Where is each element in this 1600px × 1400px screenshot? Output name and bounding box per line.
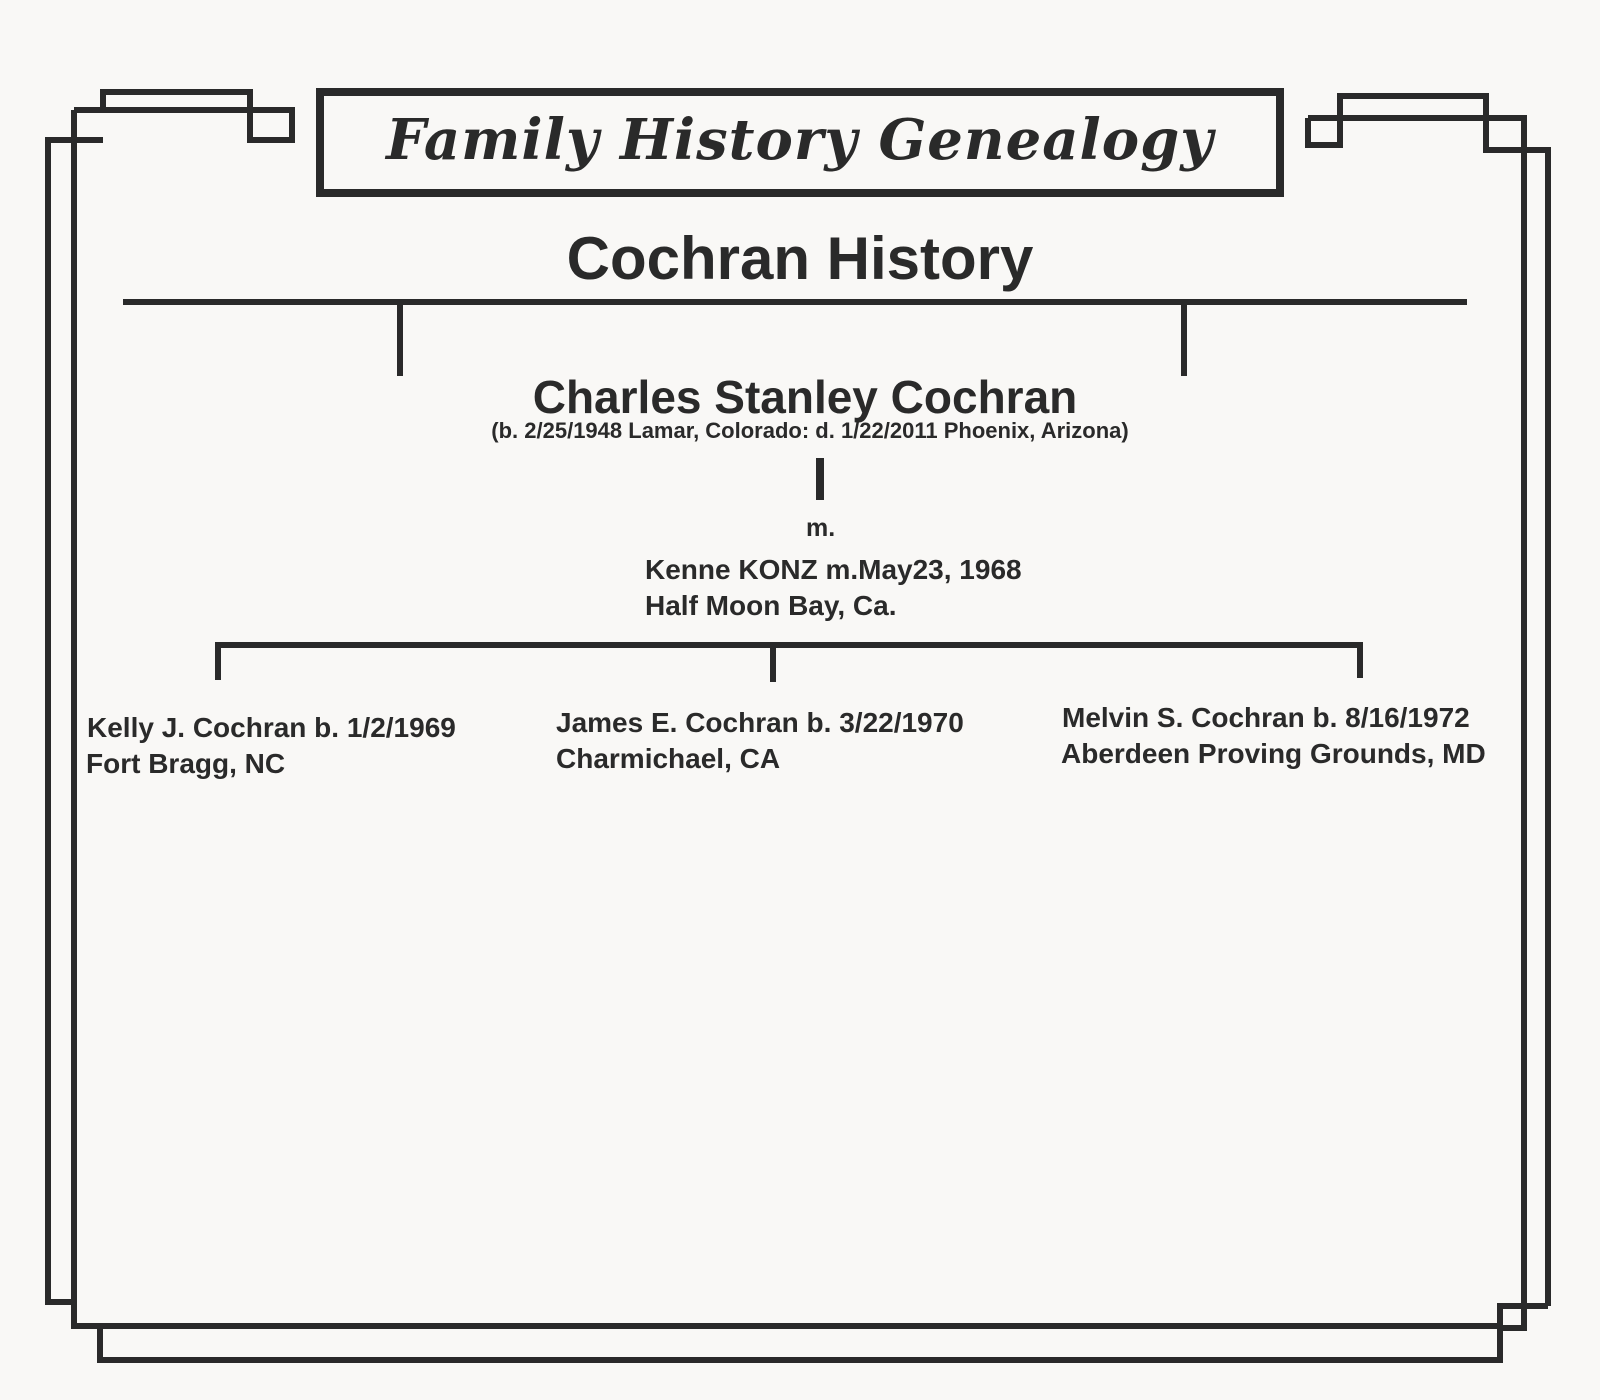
frame-line	[1308, 118, 1340, 145]
child-2-birth: James E. Cochran b. 3/22/1970	[556, 707, 964, 738]
frame-line	[1486, 150, 1548, 1306]
page-title: Cochran History	[566, 225, 1034, 292]
frame-line	[1500, 150, 1548, 1328]
child-3-place: Aberdeen Proving Grounds, MD	[1061, 738, 1486, 769]
child-2-place: Charmichael, CA	[556, 743, 781, 774]
spouse-line: Kenne KONZ m.May23, 1968	[645, 554, 1022, 585]
header-title: Family History Genealogy	[386, 107, 1214, 173]
person-name: Charles Stanley Cochran	[532, 371, 1078, 423]
marriage-place: Half Moon Bay, Ca.	[645, 590, 897, 621]
child-1-place: Fort Bragg, NC	[86, 748, 286, 779]
marriage-label: m.	[806, 514, 836, 542]
frame-line	[74, 92, 292, 140]
child-3-birth: Melvin S. Cochran b. 8/16/1972	[1062, 702, 1470, 733]
child-1-birth: Kelly J. Cochran b. 1/2/1969	[87, 712, 456, 743]
children-bracket	[218, 645, 1360, 680]
person-dates: (b. 2/25/1948 Lamar, Colorado: d. 1/22/2011 Phoenix, Arizona)	[491, 418, 1129, 443]
